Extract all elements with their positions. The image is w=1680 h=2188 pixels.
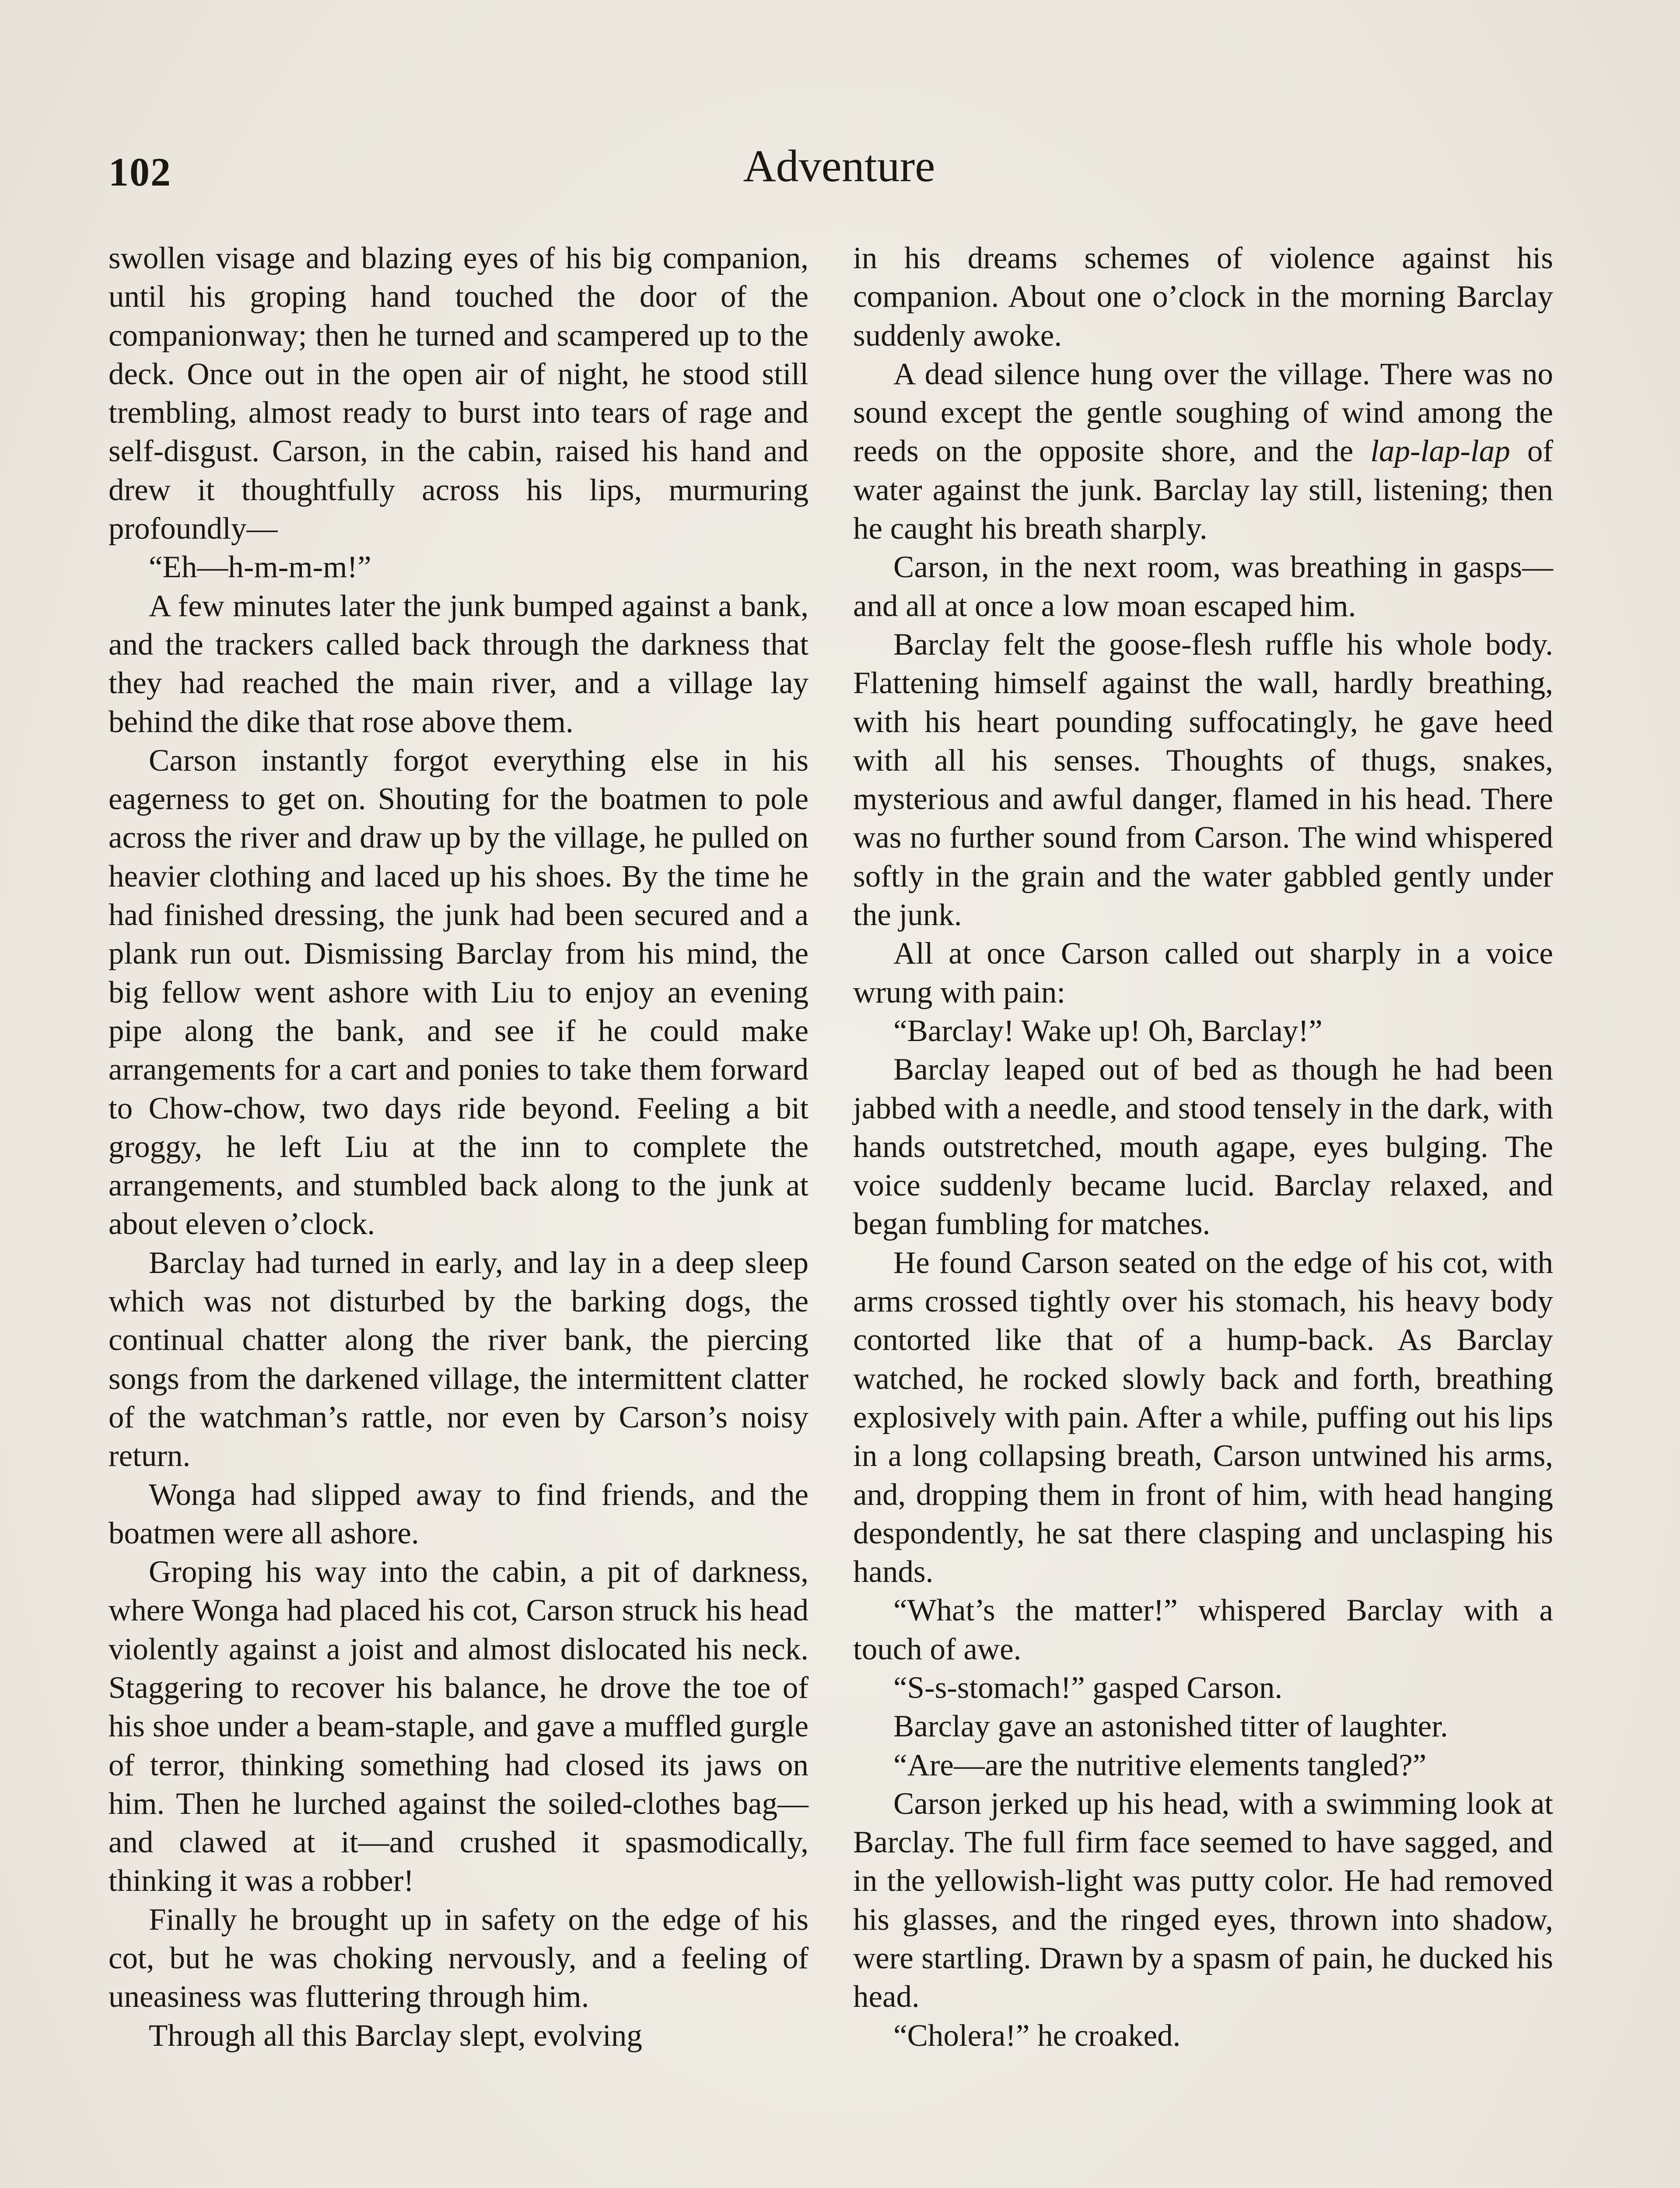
paragraph xyxy=(853,355,1553,548)
paragraph: Wonga had slipped away to find friends, and the boatmen were all ashore. xyxy=(108,1477,808,1550)
paragraph: Carson jerked up his head, with a swimming look at Barclay. The full firm face seemed to have sagged, and in the yellowish-light was putty color. He had removed his glasses, and the ringed eyes, thrown into shadow, were startling. Drawn by a spasm of pain, he ducked his head. xyxy=(853,1786,1553,2014)
paragraph: Groping his way into the cabin, a pit of darkness, where Wonga had placed his cot, Carson struck his head violently against a joist and almost dislocated his neck. Staggering to recover his balance, he drove the toe of his shoe under a beam-staple, and gave a muffled gurgle of terror, thinking something had closed its jaws on him. Then he lurched against the soiled-clothes bag—and clawed at it—and crushed it spasmodically, thinking it was a robber! xyxy=(108,1555,808,1898)
paragraph: Barclay leaped out of bed as though he had been jabbed with a needle, and stood tensely in the dark, with hands outstretched, mouth agape, eyes bulging. The voice suddenly became lucid. Barclay relaxed, and began fumbling for matches. xyxy=(853,1052,1553,1241)
paragraph-text: of water against the junk. Barclay lay still, listening; then he caught his breath sharply. xyxy=(853,434,1553,546)
paragraph: He found Carson seated on the edge of his cot, with arms crossed tightly over his stomach, his heavy body contorted like that of a hump-back. As Barclay watched, he rocked slowly back and forth, breathing explosively with pain. After a while, puffing out his lips in a long collapsing breath, Carson untwined his arms, and, dropping them in front of him, with head hanging despondently, he sat there clasping and unclasping his hands. xyxy=(853,1245,1553,1589)
paragraph: Barclay felt the goose-flesh ruffle his whole body. Flattening himself against the wall, hardly breathing, with his heart pounding suffocatingly, he gave heed with all his senses. Thoughts of thugs, snakes, mysterious and awful danger, flamed in his head. There was no further sound from Carson. The wind whispered softly in the grain and the water gabbled gently under the junk. xyxy=(853,627,1553,933)
running-title: Adventure xyxy=(743,141,935,191)
paragraph: Carson instantly forgot everything else in his eagerness to get on. Shouting for the boatmen to pole across the river and draw up by the village, he pulled on heavier clothing and laced up his shoes. By the time he had finished dressing, the junk had been secured and a plank run out. Dismissing Barclay from his mind, the big fellow went ashore with Liu to enjoy an evening pipe along the bank, and see if he could make arrangements for a cart and ponies to take them forward to Chow-chow, two days ride beyond. Feeling a bit groggy, he left Liu at the inn to complete the arrangements, and stumbled back along to the junk at about eleven o’clock. xyxy=(108,743,808,1241)
paragraph: “Eh—h-m-m-m!” xyxy=(149,550,371,585)
page-number: 102 xyxy=(108,150,172,194)
paragraph: in his dreams schemes of violence against his companion. About one o’clock in the morning Barclay suddenly awoke. xyxy=(853,241,1553,353)
paragraph: Carson, in the next room, was breathing in gasps—and all at once a low moan escaped him. xyxy=(853,550,1553,623)
paragraph: A few minutes later the junk bumped against a bank, and the trackers called back through the darkness that they had reached the main river, and a village lay behind the dike that rose above them. xyxy=(108,589,808,739)
right-column xyxy=(853,239,1553,2055)
paragraph: Barclay had turned in early, and lay in a deep sleep which was not disturbed by the barking dogs, the continual chatter along the river bank, the piercing songs from the darkened village, the intermittent clatter of the watchman’s rattle, nor even by Carson’s noisy return. xyxy=(108,1245,808,1473)
paragraph: Barclay gave an astonished titter of laughter. xyxy=(893,1709,1448,1744)
paragraph: “S-s-stomach!” gasped Carson. xyxy=(893,1670,1283,1705)
paragraph: Through all this Barclay slept, evolving xyxy=(149,2018,642,2053)
italic-text: lap-lap-lap xyxy=(1370,434,1510,469)
paragraph: “Are—are the nutritive elements tangled?” xyxy=(893,1748,1427,1782)
paragraph-text: A dead silence hung over the village. There was no sound except the gentle soughing of wind among the reeds on the opposite shore, and the xyxy=(853,357,1553,469)
paragraph: swollen visage and blazing eyes of his big companion, until his groping hand touched the door of the companionway; then he turned and scampered up to the deck. Once out in the open air of night, he stood still trembling, almost ready to burst into tears of rage and self-disgust. Carson, in the cabin, raised his hand and drew it thoughtfully across his lips, murmuring profoundly— xyxy=(108,241,808,546)
paragraph: All at once Carson called out sharply in a voice wrung with pain: xyxy=(853,936,1553,1010)
page-header xyxy=(108,140,1570,201)
left-column xyxy=(108,239,808,2055)
paragraph: Finally he brought up in safety on the edge of his cot, but he was choking nervously, and a feeling of uneasiness was fluttering through him. xyxy=(108,1902,808,2014)
paragraph: “Barclay! Wake up! Oh, Barclay!” xyxy=(893,1013,1323,1048)
paragraph: “Cholera!” he croaked. xyxy=(893,2018,1181,2053)
paragraph: “What’s the matter!” whispered Barclay with a touch of awe. xyxy=(853,1593,1553,1666)
